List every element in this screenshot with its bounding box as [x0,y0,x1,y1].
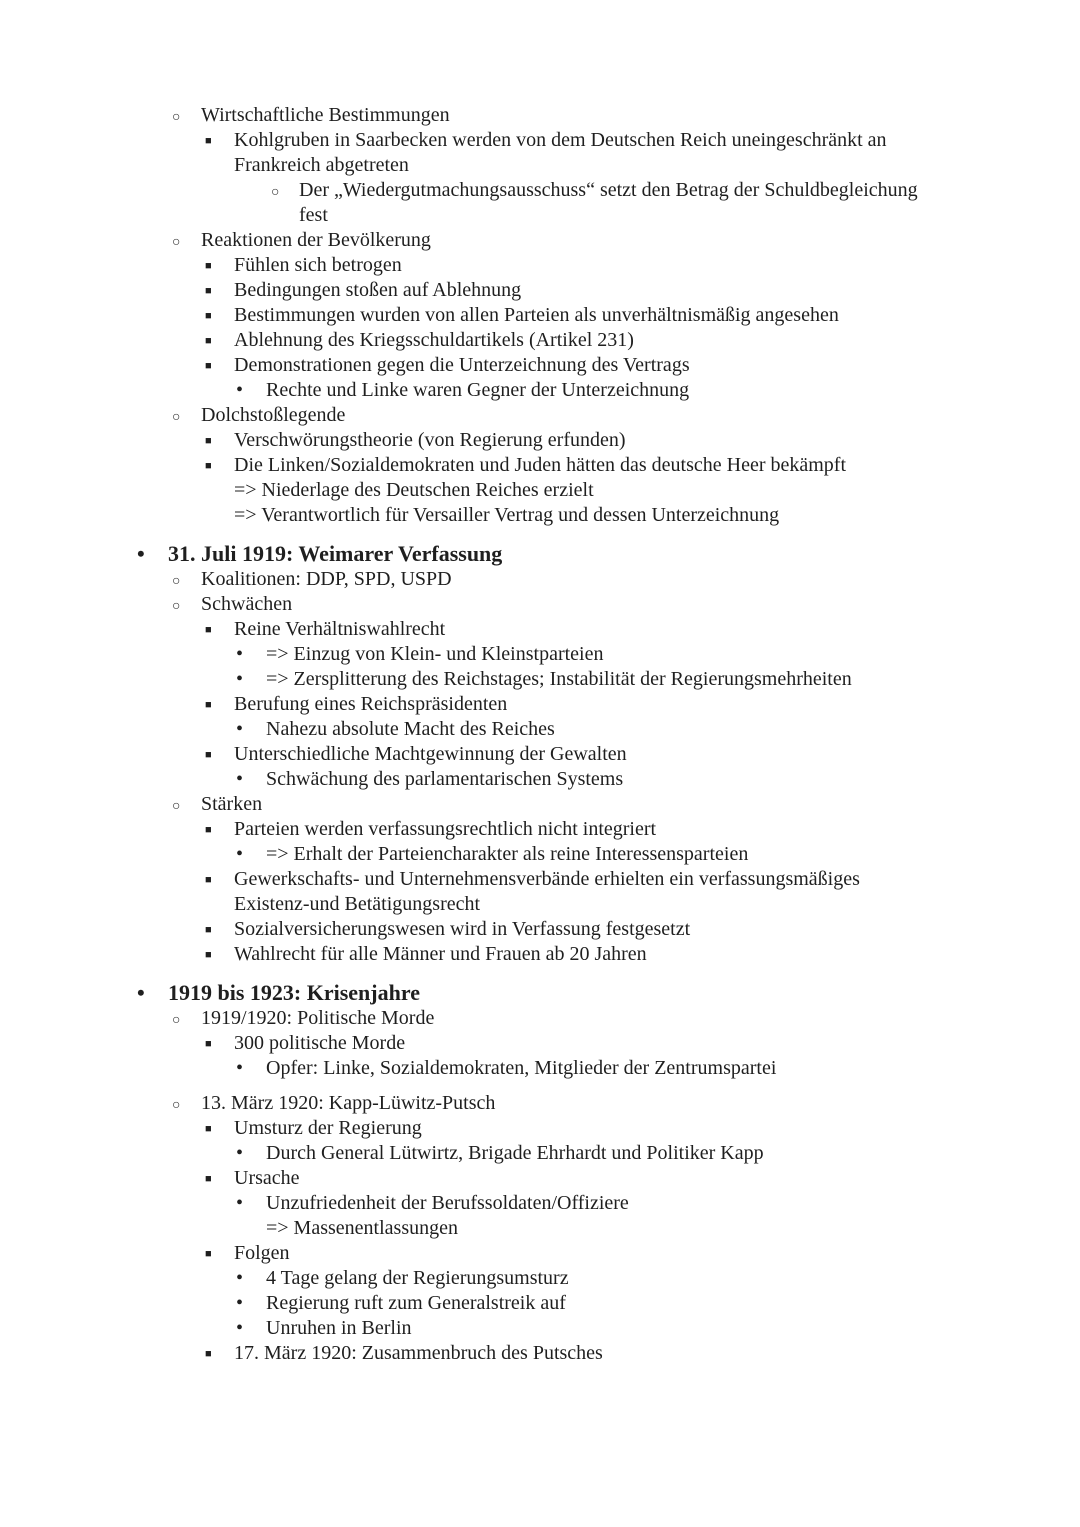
list-item-text: Nahezu absolute Macht des Reiches [266,718,555,740]
list-item [0,1116,1080,1141]
list-item [0,178,1080,203]
list-item-text: Durch General Lütwirtz, Brigade Ehrhardt und Politiker Kapp [266,1142,764,1164]
list-item-text: Rechte und Linke waren Gegner der Unterzeichnung [266,379,690,401]
document-page [0,103,1080,1366]
bullet-dot-icon [236,1141,243,1166]
list-item [0,842,1080,867]
list-item [0,353,1080,378]
list-item [0,1006,1080,1031]
list-item-text: Sozialversicherungswesen wird in Verfassung festgesetzt [234,918,691,940]
list-item-text: 1919/1920: Politische Morde [201,1007,435,1029]
section-heading-text: 31. Juli 1919: Weimarer Verfassung [168,541,503,566]
section-heading [0,540,1080,567]
bullet-square-icon [205,128,212,154]
list-item [0,403,1080,428]
list-item-text: Reine Verhältniswahlrecht [234,618,446,640]
bullet-square-icon [205,1166,212,1192]
list-item-text: 13. März 1920: Kapp-Lüwitz-Putsch [201,1092,496,1114]
list-item-text: Umsturz der Regierung [234,1117,422,1139]
list-item [0,128,1080,153]
bullet-circle-icon [172,228,180,255]
list-item [0,1031,1080,1056]
list-item-text: Stärken [201,793,263,815]
bullet-circle-icon [172,403,180,430]
list-item-text: Ursache [234,1167,300,1189]
list-item [0,692,1080,717]
bullet-square-icon [205,867,212,893]
list-item-text: 4 Tage gelang der Regierungsumsturz [266,1267,569,1289]
list-item-text: Berufung eines Reichspräsidenten [234,693,508,715]
list-item [0,667,1080,692]
bullet-square-icon [205,817,212,843]
bullet-square-icon [205,917,212,943]
list-item [0,478,1080,503]
list-item-text: Folgen [234,1242,290,1264]
list-item-text: Frankreich abgetreten [234,154,409,176]
bullet-dot-icon [236,767,243,792]
bullet-circle-icon [172,592,180,619]
bullet-dot-icon [236,717,243,742]
list-item [0,153,1080,178]
list-item-text: => Niederlage des Deutschen Reiches erzielt [234,479,594,501]
list-item [0,592,1080,617]
list-item [0,917,1080,942]
list-item [0,1291,1080,1316]
bullet-square-icon [205,617,212,643]
list-item-text: Demonstrationen gegen die Unterzeichnung des Vertrags [234,354,690,376]
list-item-text: Wahlrecht für alle Männer und Frauen ab 20 Jahren [234,943,647,965]
list-item [0,942,1080,967]
bullet-square-icon [205,453,212,479]
list-item [0,892,1080,917]
list-item-text: Bedingungen stoßen auf Ablehnung [234,279,522,301]
list-item-text: => Erhalt der Parteiencharakter als reine Interessensparteien [266,843,749,865]
bullet-dot-icon [137,979,145,1006]
bullet-dot-icon [236,1056,243,1081]
list-item-text: Wirtschaftliche Bestimmungen [201,104,450,126]
list-item [0,278,1080,303]
list-item [0,328,1080,353]
bullet-dot-icon [236,667,243,692]
list-item-text: => Zersplitterung des Reichstages; Instabilität der Regierungsmehrheiten [266,668,852,690]
bullet-dot-icon [236,1291,243,1316]
list-item [0,253,1080,278]
list-item [0,103,1080,128]
list-item-text: Kohlgruben in Saarbecken werden von dem Deutschen Reich uneingeschränkt an [234,129,887,151]
list-item-text: 300 politische Morde [234,1032,406,1054]
list-item [0,767,1080,792]
list-item-text: Schwächung des parlamentarischen Systems [266,768,624,790]
list-item-text: Verschwörungstheorie (von Regierung erfunden) [234,429,626,451]
bullet-square-icon [205,328,212,354]
list-item [0,1191,1080,1216]
bullet-square-icon [205,742,212,768]
list-item-text: Ablehnung des Kriegsschuldartikels (Artikel 231) [234,329,634,351]
bullet-square-icon [205,942,212,968]
bullet-square-icon [205,303,212,329]
list-item-text: Dolchstoßlegende [201,404,346,426]
list-item [0,717,1080,742]
list-item-text: Gewerkschafts- und Unternehmensverbände erhielten ein verfassungsmäßiges [234,868,860,890]
list-item [0,453,1080,478]
list-item [0,1316,1080,1341]
bullet-square-icon [205,1116,212,1142]
list-item [0,1056,1080,1081]
list-item-text: Regierung ruft zum Generalstreik auf [266,1292,566,1314]
list-item [0,617,1080,642]
bullet-square-icon [205,353,212,379]
list-item [0,867,1080,892]
list-item-text: 17. März 1920: Zusammenbruch des Putsches [234,1342,603,1364]
list-item [0,567,1080,592]
list-item-text: Der „Wiedergutmachungsausschuss“ setzt den Betrag der Schuldbegleichung [299,179,918,201]
list-item-text: => Verantwortlich für Versailler Vertrag und dessen Unterzeichnung [234,504,780,526]
bullet-dot-icon [236,1316,243,1341]
list-item [0,817,1080,842]
list-item [0,203,1080,228]
list-item [0,642,1080,667]
bullet-square-icon [205,1341,212,1367]
list-item-text: Bestimmungen wurden von allen Parteien als unverhältnismäßig angesehen [234,304,839,326]
bullet-circle-icon [172,1006,180,1033]
bullet-square-icon [205,1031,212,1057]
list-item-text: => Massenentlassungen [266,1217,458,1239]
bullet-dot-icon [236,842,243,867]
list-item [0,742,1080,767]
bullet-circle-icon [172,567,180,594]
list-item-text: Reaktionen der Bevölkerung [201,229,431,251]
list-item [0,228,1080,253]
list-item [0,1141,1080,1166]
bullet-square-icon [205,428,212,454]
list-item-text: Parteien werden verfassungsrechtlich nicht integriert [234,818,657,840]
section-heading-text: 1919 bis 1923: Krisenjahre [168,980,420,1005]
bullet-square-icon [205,692,212,718]
list-item [0,1166,1080,1191]
list-item-text: Fühlen sich betrogen [234,254,402,276]
bullet-square-icon [205,1241,212,1267]
list-item-text: Die Linken/Sozialdemokraten und Juden hätten das deutsche Heer bekämpft [234,454,847,476]
bullet-dot-icon [236,378,243,403]
bullet-circle-icon [271,178,279,205]
list-item [0,378,1080,403]
list-item-text: => Einzug von Klein- und Kleinstparteien [266,643,604,665]
list-item-text: Unterschiedliche Machtgewinnung der Gewalten [234,743,627,765]
bullet-circle-icon [172,792,180,819]
list-item [0,1216,1080,1241]
list-item [0,792,1080,817]
bullet-dot-icon [137,540,145,567]
list-item-text: Existenz-und Betätigungsrecht [234,893,481,915]
bullet-square-icon [205,253,212,279]
bullet-dot-icon [236,1266,243,1291]
list-item [0,1091,1080,1116]
bullet-square-icon [205,278,212,304]
list-item [0,428,1080,453]
bullet-dot-icon [236,1191,243,1216]
bullet-circle-icon [172,1091,180,1118]
bullet-circle-icon [172,103,180,130]
list-item-text: Opfer: Linke, Sozialdemokraten, Mitglieder der Zentrumspartei [266,1057,777,1079]
list-item [0,1266,1080,1291]
bullet-dot-icon [236,642,243,667]
list-item [0,503,1080,528]
list-item [0,303,1080,328]
list-item-text: Koalitionen: DDP, SPD, USPD [201,568,452,590]
list-item [0,1341,1080,1366]
list-item [0,1241,1080,1266]
section-heading [0,979,1080,1006]
list-item-text: fest [299,204,328,226]
list-item-text: Unruhen in Berlin [266,1317,412,1339]
list-item-text: Schwächen [201,593,293,615]
list-item-text: Unzufriedenheit der Berufssoldaten/Offiziere [266,1192,629,1214]
